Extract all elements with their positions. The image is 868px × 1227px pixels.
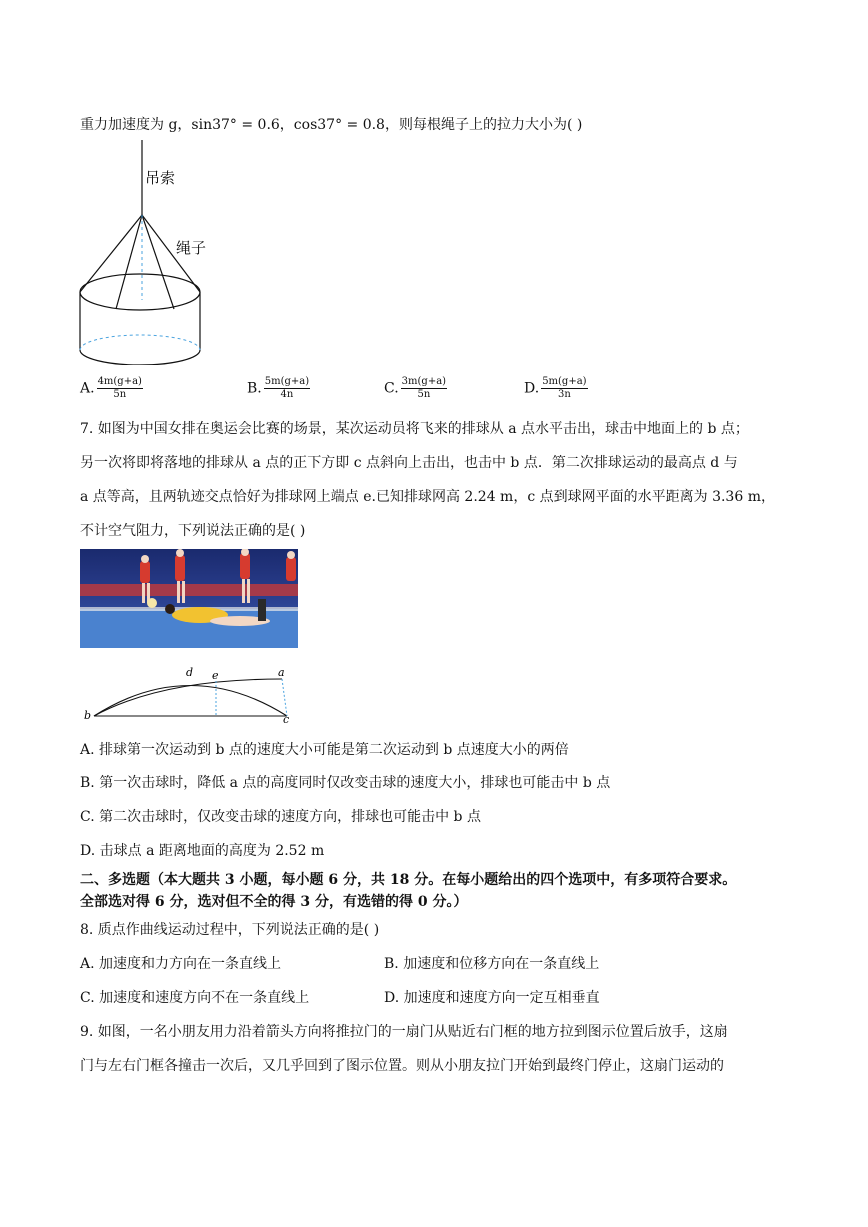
q6-option-a: A. $\frac{4m(g+a)}{5n}$ bbox=[80, 376, 142, 400]
q7-option-a: A. 排球第一次运动到 b 点的速度大小可能是第二次运动到 b 点速度大小的两倍 bbox=[80, 742, 569, 758]
q6-option-d: D. $\frac{5m(g+a)}{3n}$ bbox=[524, 376, 587, 400]
q8-stem: 8. 质点作曲线运动过程中，下列说法正确的是( ) bbox=[80, 922, 380, 938]
q8-option-a: A. 加速度和力方向在一条直线上 bbox=[80, 956, 282, 972]
label-main-rope: 吊索 bbox=[145, 169, 176, 187]
q7-option-c: C. 第二次击球时，仅改变击球的速度方向，排球也可能击中 b 点 bbox=[80, 809, 481, 825]
q7-line-1: 7. 如图为中国女排在奥运会比赛的场景，某次运动员将飞来的排球从 a 点水平击出，球击中地面上的 b 点； bbox=[80, 421, 749, 437]
q9-line-1: 9. 如图，一名小朋友用力沿着箭头方向将推拉门的一扇门从贴近右门框的地方拉到图示位置后放手，这扇 bbox=[80, 1024, 728, 1040]
q8-option-c: C. 加速度和速度方向不在一条直线上 bbox=[80, 990, 310, 1006]
q7-line-2: 另一次将即将落地的排球从 a 点的正下方即 c 点斜向上击出，也击中 b 点．第二次排球运动的最高点 d 与 bbox=[80, 455, 738, 471]
label-e: e bbox=[212, 669, 219, 682]
label-b: b bbox=[84, 709, 92, 722]
label-c: c bbox=[283, 713, 290, 725]
q7-option-b: B. 第一次击球时，降低 a 点的高度同时仅改变击球的速度大小，排球也可能击中 b 点 bbox=[80, 775, 611, 791]
q6-stem-tail: 重力加速度为 g，sin37° = 0.6，cos37° = 0.8，则每根绳子上的拉力大小为( ) bbox=[80, 117, 583, 133]
q7-line-4: 不计空气阻力，下列说法正确的是( ) bbox=[80, 523, 306, 539]
q7-option-d: D. 击球点 a 距离地面的高度为 2.52 m bbox=[80, 843, 325, 859]
label-rope: 绳子 bbox=[176, 239, 207, 257]
label-d: d bbox=[186, 666, 194, 679]
trajectory-diagram bbox=[82, 665, 302, 725]
label-a: a bbox=[278, 666, 285, 679]
q8-option-d: D. 加速度和速度方向一定互相垂直 bbox=[384, 990, 600, 1006]
q7-line-3: a 点等高，且两轨迹交点恰好为排球网上端点 e.已知排球网高 2.24 m，c 点到球网平面的水平距离为 3.36 m， bbox=[80, 489, 775, 505]
q8-option-b: B. 加速度和位移方向在一条直线上 bbox=[384, 956, 600, 972]
q9-line-2: 门与左右门框各撞击一次后，又几乎回到了图示位置。则从小朋友拉门开始到最终门停止，这扇门运动的 bbox=[80, 1058, 724, 1074]
section2-heading-line1: 二、多选题（本大题共 3 小题，每小题 6 分，共 18 分。在每小题给出的四个选项中，有多项符合要求。 bbox=[80, 872, 737, 888]
q6-option-b: B. $\frac{5m(g+a)}{4n}$ bbox=[247, 376, 310, 400]
q6-option-c: C. $\frac{3m(g+a)}{5n}$ bbox=[384, 376, 447, 400]
volleyball-photo bbox=[80, 549, 298, 648]
section2-heading-line2: 全部选对得 6 分，选对但不全的得 3 分，有选错的得 0 分。） bbox=[80, 894, 468, 910]
